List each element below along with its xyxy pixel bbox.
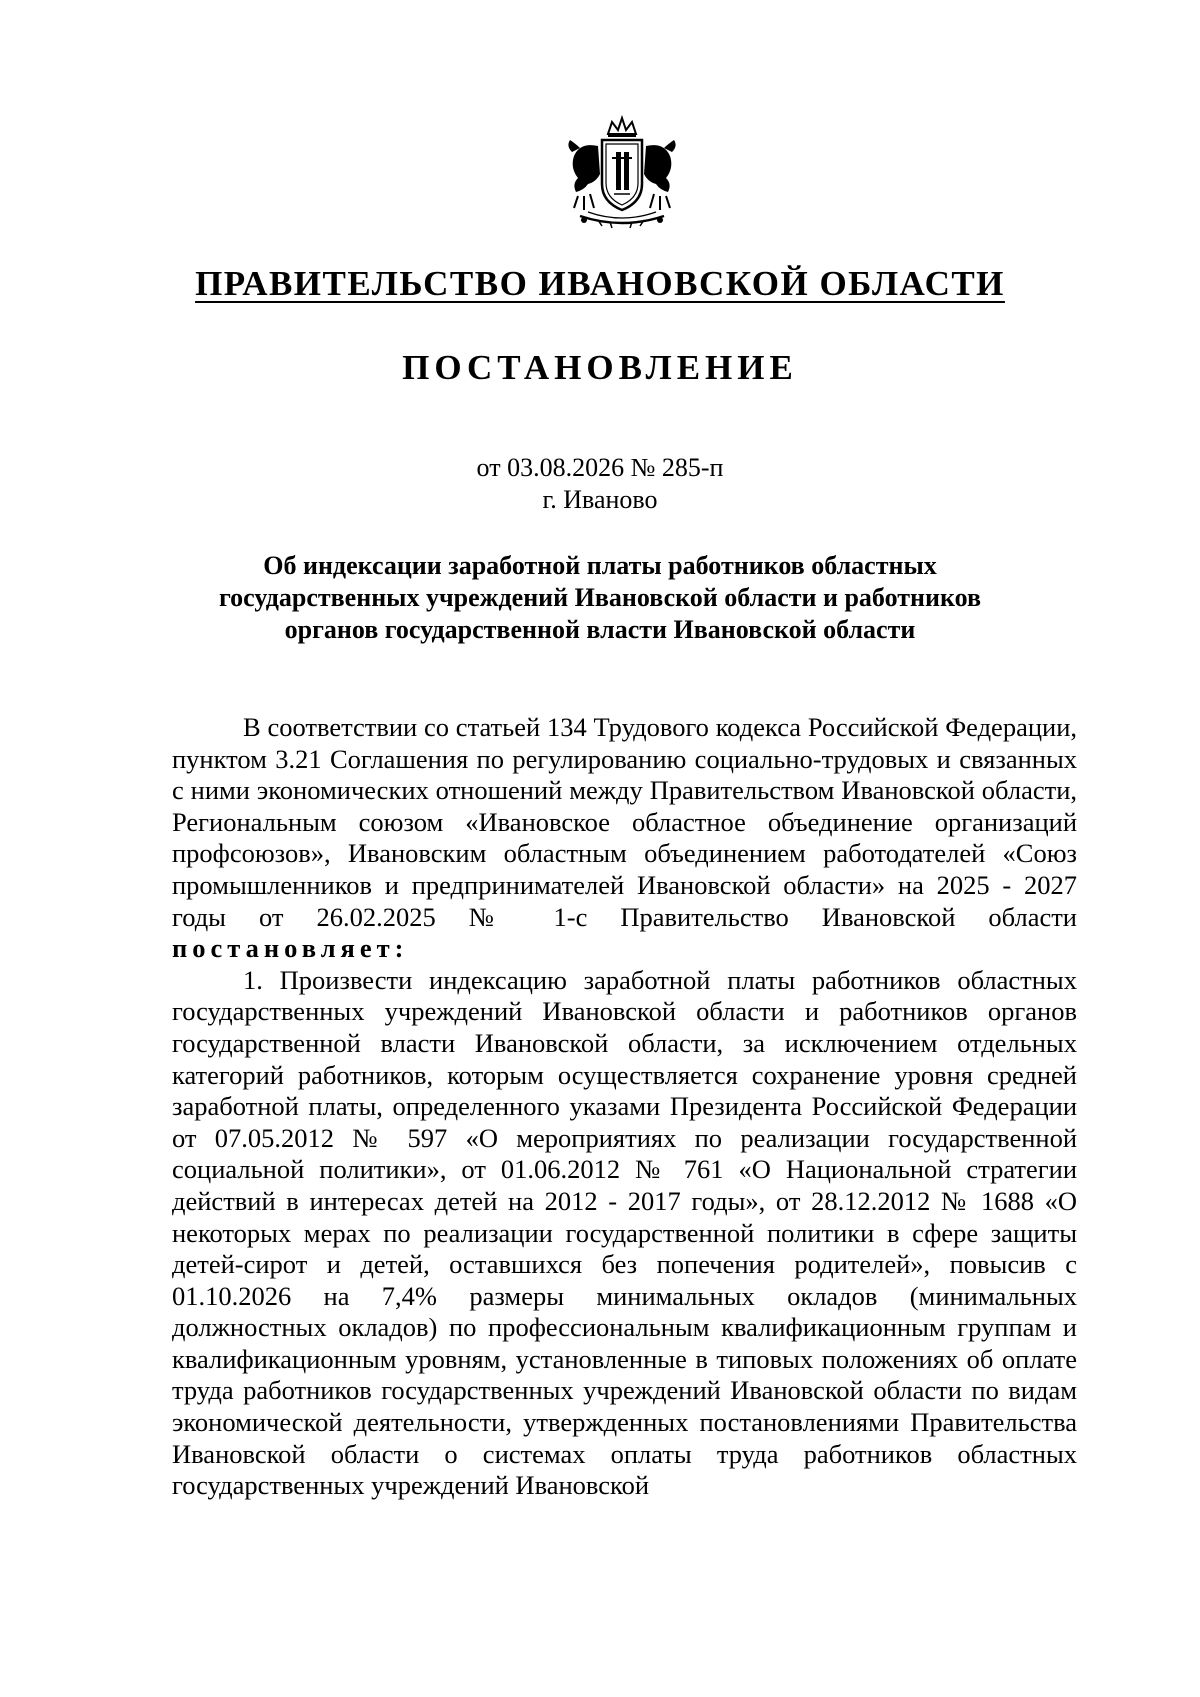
document-meta xyxy=(0,452,1200,516)
decree-word: постановляет: xyxy=(172,933,409,964)
document-type: ПОСТАНОВЛЕНИЕ xyxy=(402,348,798,387)
date-and-number: от 03.08.2026 № 285-п xyxy=(476,453,724,482)
preamble-text: В соответствии со статьей 134 Трудового кодекса Российской Федерации, пунктом 3.21 Соглашения по регулированию социально-трудовых и связанных с ними экономических отношений между Правительством Ивановской области, Региональным союзом «Ивановское областное объединение организаций профсоюзов», Ивановским областным объединением работодателей «Союз промышленников и предпринимателей Ивановской области» на 2025 - 2027 годы от 26.02.2025 № 1-с Правительство Ивановской области xyxy=(172,712,1077,932)
city: г. Иваново xyxy=(542,485,658,514)
organization-name: ПРАВИТЕЛЬСТВО ИВАНОВСКОЙ ОБЛАСТИ xyxy=(195,264,1005,303)
preamble-paragraph xyxy=(172,712,1077,965)
organization-title xyxy=(0,262,1200,306)
coat-of-arms-emblem xyxy=(558,112,686,230)
document-body xyxy=(172,712,1077,1502)
item-1-paragraph: 1. Произвести индексацию заработной платы работников областных государственных учреждений Ивановской области и работников органов государственной власти Ивановской области, за исключением отдельных категорий работников, которым осуществляется сохранение уровня средней заработной платы, определенного указами Президента Российской Федерации от 07.05.2012 № 597 «О мероприятиях по реализации государственной социальной политики», от 01.06.2012 № 761 «О Национальной стратегии действий в интересах детей на 2012 - 2017 годы», от 28.12.2012 № 1688 «О некоторых мерах по реализации государственной политики в сфере защиты детей-сирот и детей, оставшихся без попечения родителей», повысив с 01.10.2026 на 7,4% размеры минимальных окладов (минимальных должностных окладов) по профессиональным квалификационным группам и квалификационным уровням, установленные в типовых положениях об оплате труда работников государственных учреждений Ивановской области по видам экономической деятельности, утвержденных постановлениями Правительства Ивановской области о системах оплаты труда работников областных государственных учреждений Ивановской xyxy=(172,964,1077,1501)
document-subject: Об индексации заработной платы работников областных государственных учреждений Ивановской области и работников органов государственной власти Ивановской области xyxy=(219,551,981,644)
